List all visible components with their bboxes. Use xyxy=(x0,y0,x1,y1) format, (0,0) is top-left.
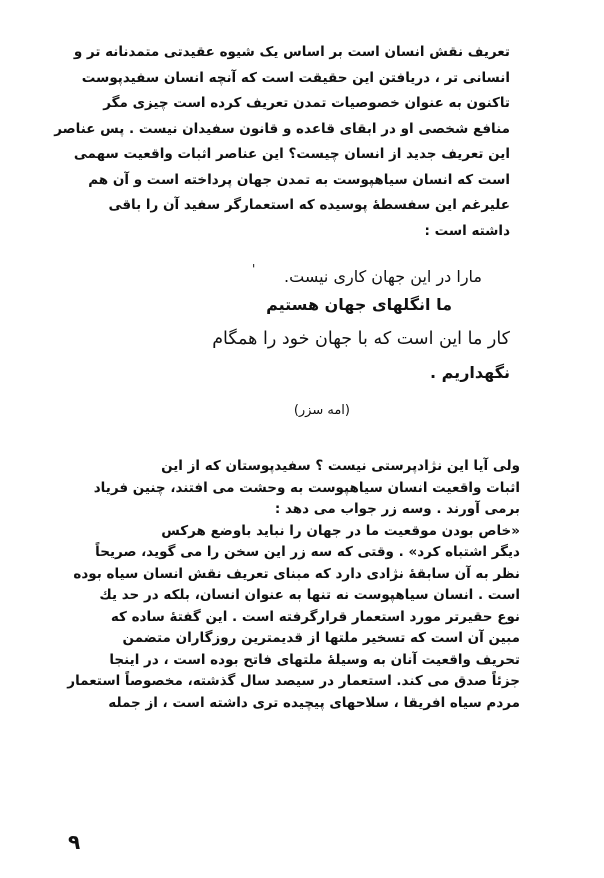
poem-line: نگهداریم . xyxy=(429,363,510,382)
text-line: نوع حقیرتر مورد استعمار قرارگرفته است . این گفتهٔ ساده که xyxy=(110,608,520,625)
poem-attribution: (امه سزر) xyxy=(293,403,350,418)
text-line: تحریف واقعیت آنان به وسیلهٔ ملتهای فاتح بوده است ، در اینجا xyxy=(109,651,520,668)
text-line: است . انسان سیاهپوست نه تنها به عنوان انسان، بلکه در حد یك xyxy=(99,587,520,603)
footnote-marker: ' xyxy=(252,262,256,276)
text-line: اثبات واقعیت انسان سیاهپوست به وحشت می افتند، چنین فریاد xyxy=(93,479,520,496)
text-line: است که انسان سیاهپوست به تمدن جهان پرداخته است و آن هم xyxy=(88,171,510,188)
poem-line: ما انگلهای جهان هستیم xyxy=(266,295,452,314)
text-line: ولی آیا این نژادپرستی نیست ؟ سفیدپوستان که از این xyxy=(161,458,520,474)
text-line: این تعریف جدید از انسان چیست؟ این عناصر اثبات واقعیت سهمی xyxy=(73,146,510,162)
text-line: جزئاً صدق می کند. استعمار در سیصد سال گذشته، مخصوصاً استعمار xyxy=(67,673,520,689)
text-line: تعریف نقش انسان است بر اساس یک شیوه عقیدتی متمدنانه تر و xyxy=(73,44,510,60)
text-line: «خاص بودن موقعیت ما در جهان را نباید باوضع هرکس xyxy=(161,522,520,539)
text-line: نظر به آن سابقهٔ نژادی دارد که مبنای تعریف نقش انسان سیاه بوده xyxy=(73,565,520,582)
paragraph-intro xyxy=(54,40,510,244)
text-line: مردم سیاه افریقا ، سلاحهای پیچیده تری داشته است ، از جمله xyxy=(108,694,520,711)
paragraph-body xyxy=(67,456,520,714)
text-line: تاکنون به عنوان خصوصیات تمدن تعریف کرده است چیزی مگر xyxy=(103,95,510,111)
poem-quote xyxy=(100,262,510,420)
poem-line: کار ما این است که با جهان خود را همگام xyxy=(212,329,510,349)
poem-line: مارا در این جهان کاری نیست. xyxy=(284,267,482,286)
text-line: انسانی تر ، دریافتن این حقیقت است که آنچه انسان سفیدپوست xyxy=(81,69,510,86)
text-line: دیگر اشتباه کرد» . وقتی که سه زر این سخن را می گوید، صریحاً xyxy=(95,544,520,560)
text-line: برمی آورند . وسه زر جواب می دهد : xyxy=(274,501,520,517)
text-line: علیرغم این سفسطهٔ پوسیده که استعمارگر سفید آن را باقی xyxy=(108,197,510,213)
text-line: مبین آن است که تسخیر ملتها از قدیمترین روزگاران متضمن xyxy=(122,630,520,646)
text-line: داشته است : xyxy=(424,222,510,239)
page-number: ۹ xyxy=(68,830,81,854)
text-line: منافع شخصی او در ابقای قاعده و قانون سفیدان نیست . پس عناصر xyxy=(54,120,510,137)
